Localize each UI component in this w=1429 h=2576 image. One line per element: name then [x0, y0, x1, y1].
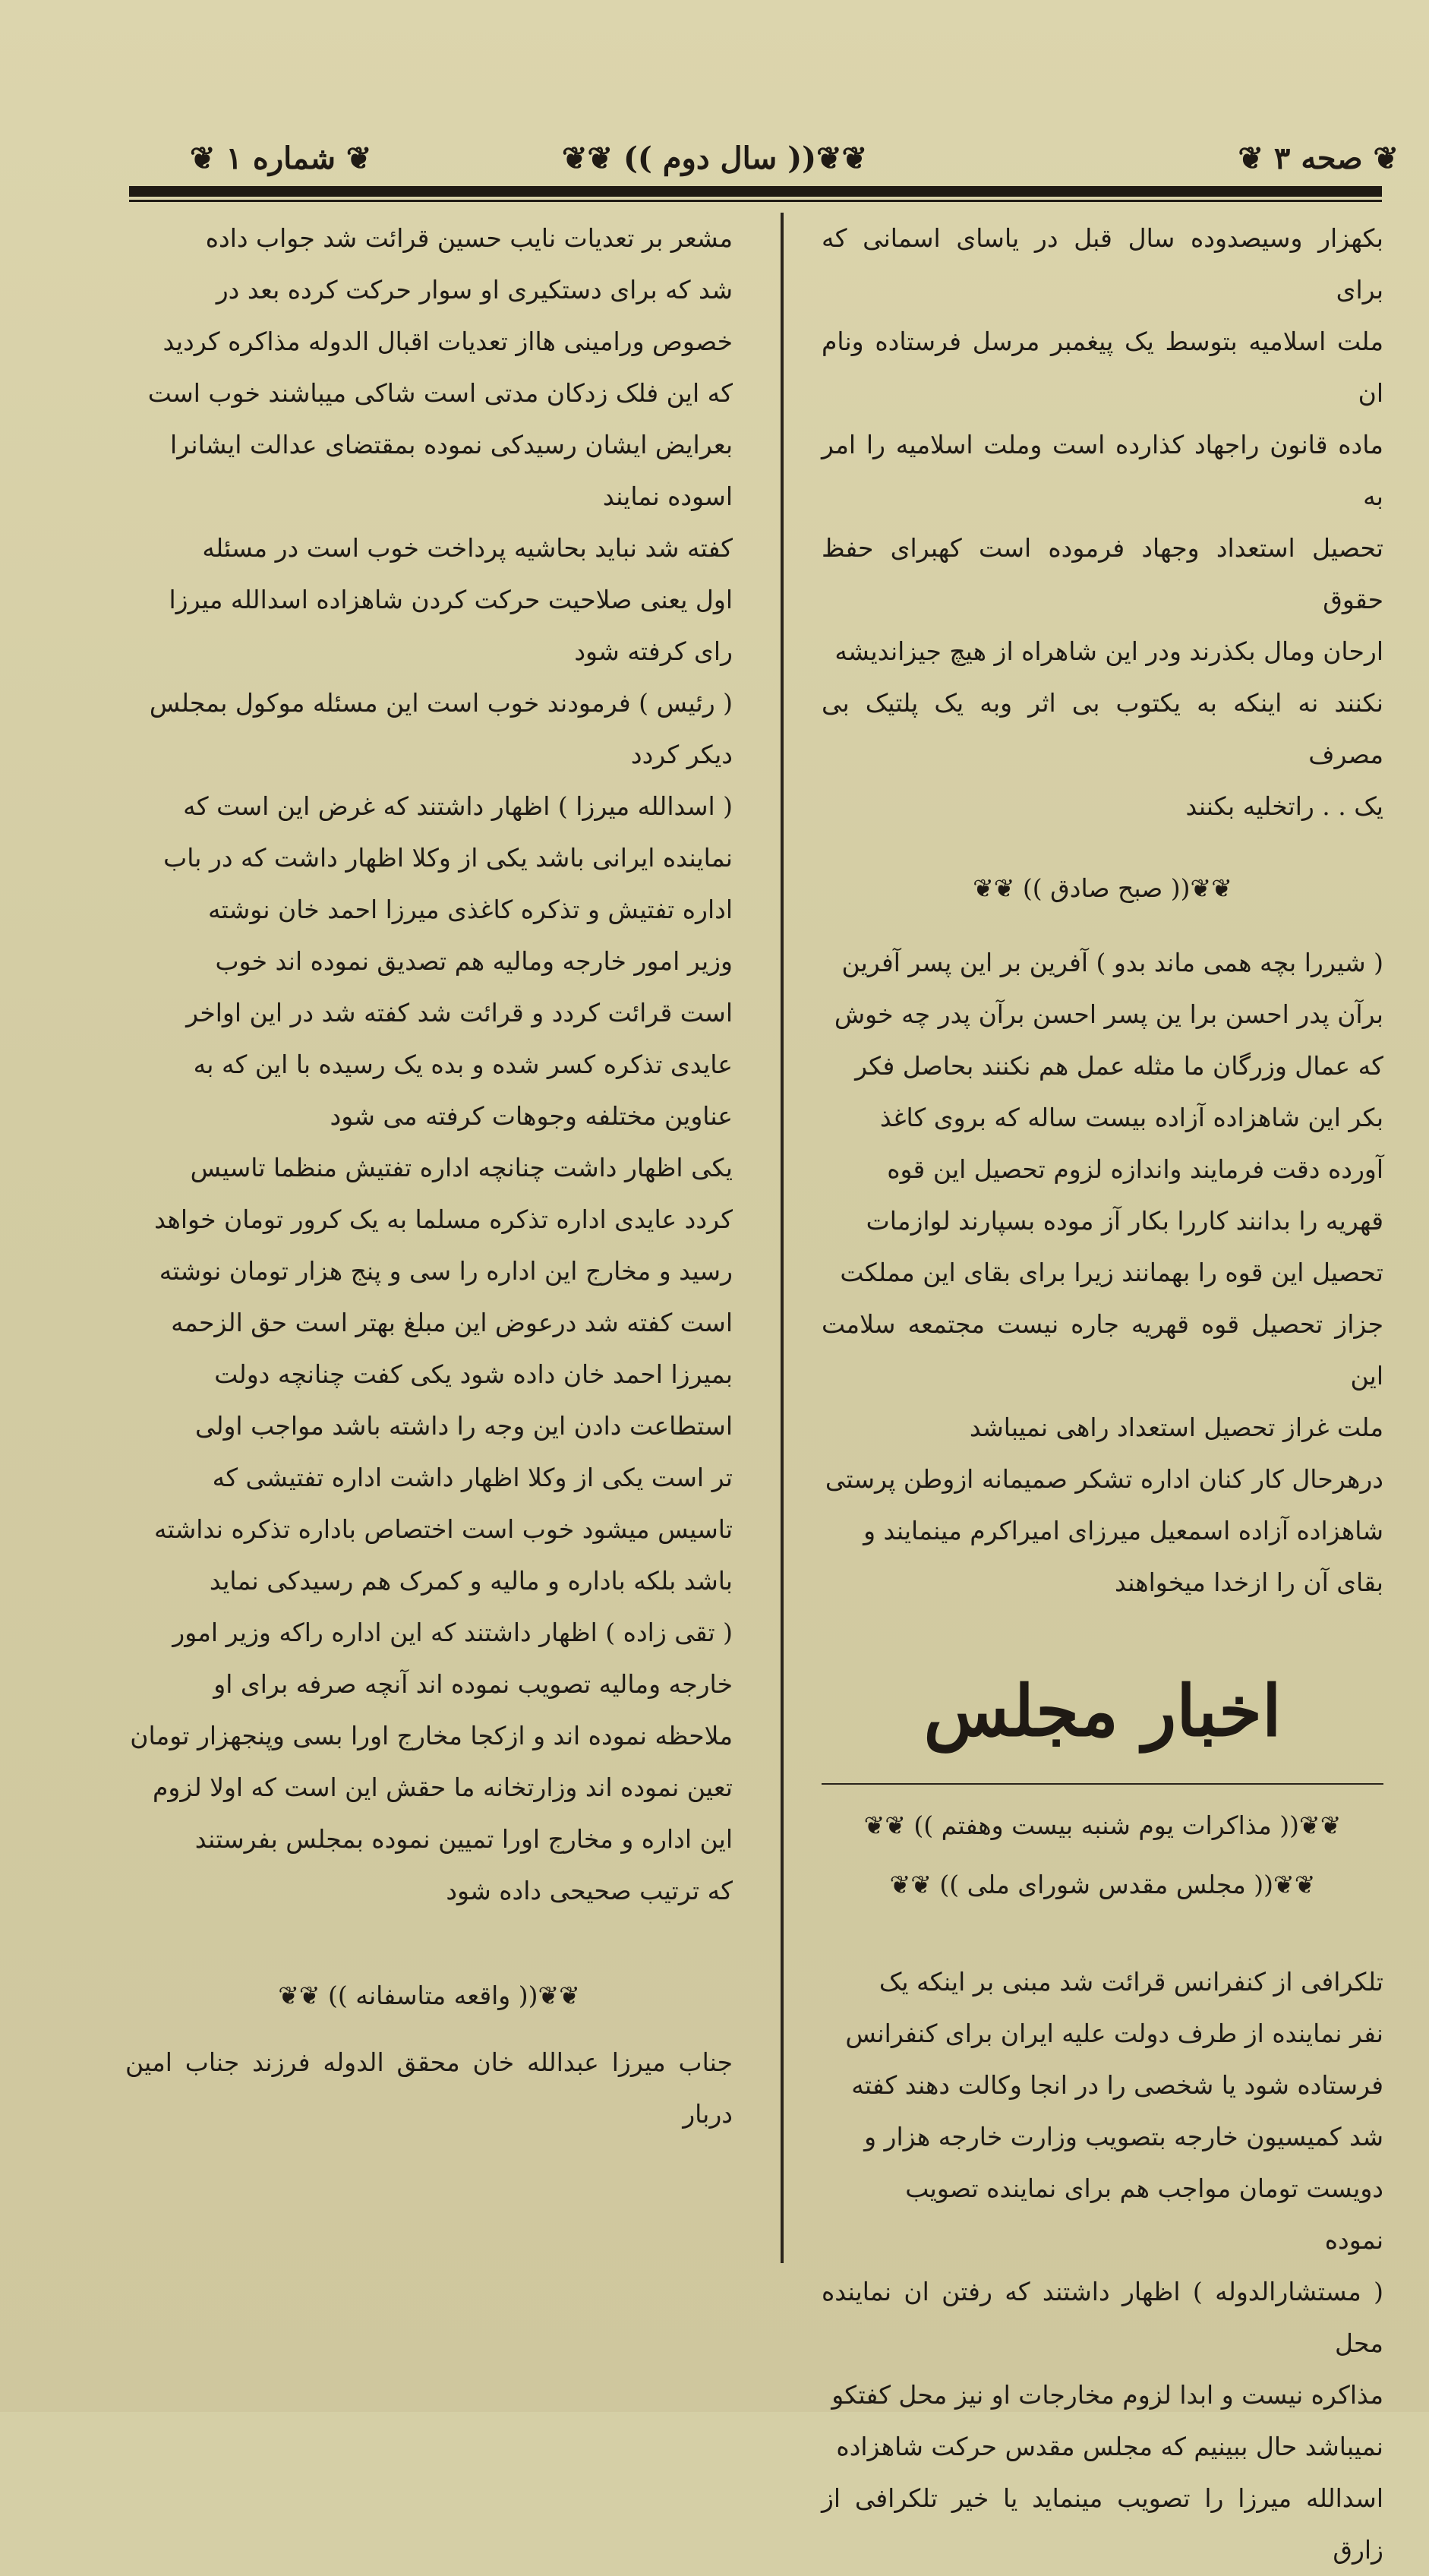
section-title-majlis-news: اخبار مجلس: [923, 1670, 1282, 1752]
body-line: کفته شد نباید بحاشیه پرداخت خوب است در مسئله: [202, 533, 733, 563]
section-heading-event: ❦❦(( واقعه متاسفانه )) ❦❦: [278, 1981, 580, 2010]
majlis-line: شد کمیسیون خارجه بتصویب وزارت خارجه هزار و: [864, 2122, 1383, 2151]
body-line: اداره تفتیش و تذکره کاغذی میرزا احمد خان نوشته: [207, 895, 733, 924]
body-line: که این فلک زدکان مدتی است شاکی میباشند خوب است: [147, 378, 733, 408]
intro-line: نکنند نه اینکه به یکتوب بی اثر وبه یک پلتیک بی مصرف: [822, 688, 1383, 769]
majlis-line: نفر نماینده از طرف دولت علیه ایران برای کنفرانس: [845, 2019, 1383, 2048]
majlis-line: ( مستشارالدوله ) اظهار داشتند که رفتن ان نماینده محل: [822, 2277, 1383, 2358]
section-heading-session: ❦❦(( مذاکرات یوم شنبه بیست وهفتم )) ❦❦: [863, 1810, 1342, 1840]
year-label: ❦❦(( سال دوم )) ❦❦: [562, 140, 868, 176]
sobh-line: ملت غراز تحصیل استعداد راهی نمیباشد: [969, 1413, 1383, 1442]
intro-line: ملت اسلامیه بتوسط یک پیغمبر مرسل فرستاده ونام ان: [822, 327, 1383, 408]
sobh-line: جزاز تحصیل قوه قهریه جاره نیست مجتمعه سلامت این: [822, 1309, 1383, 1391]
body-line: ( اسدالله میرزا ) اظهار داشتند که غرض این است که: [183, 791, 733, 821]
body-line: این اداره و مخارج اورا تمیین نموده بمجلس بفرستند: [194, 1824, 733, 1854]
body-line: است کفته شد درعوض این مبلغ بهتر است حق الزحمه: [171, 1308, 733, 1337]
majlis-line: اسدالله میرزا را تصویب مینماید یا خیر تلکرافی از زارق: [822, 2483, 1383, 2565]
section-heading-majlis: ❦❦(( مجلس مقدس شورای ملی )) ❦❦: [889, 1870, 1316, 1899]
majlis-line: نمیباشد حال ببینیم که مجلس مقدس حرکت شاهزاده: [836, 2432, 1383, 2461]
page-header: [0, 0, 1429, 190]
sobh-line: آورده دقت فرمایند واندازه لزوم تحصیل این قوه: [887, 1154, 1383, 1184]
body-line: رسید و مخارج این اداره را سی و پنج هزار تومان نوشته: [159, 1256, 733, 1286]
sobh-line: ( شیررا بچه همی ماند بدو ) آفرین بر این پسر آفرین: [841, 948, 1383, 977]
body-line: باشد بلکه باداره و مالیه و کمرک هم رسیدکی نماید: [209, 1566, 733, 1596]
majlis-line: تلکرافی از کنفرانس قرائت شد مبنی بر اینکه یک: [879, 1967, 1383, 1997]
body-line: تاسیس میشود خوب است اختصاص باداره تذکره نداشته: [153, 1514, 733, 1544]
body-line: نماینده ایرانی باشد یکی از وکلا اظهار داشت که در باب: [163, 843, 733, 873]
section-heading-sobh: ❦❦(( صبح صادق )) ❦❦: [973, 873, 1232, 903]
page-number: ❦ صحه ۳ ❦: [1238, 140, 1399, 176]
body-line: اول یعنی صلاحیت حرکت کردن شاهزاده اسدالله میرزا: [169, 585, 733, 614]
body-line: بمیرزا احمد خان داده شود یکی کفت چنانچه دولت: [214, 1359, 733, 1389]
title-divider: [822, 1783, 1383, 1785]
majlis-line: فرستاده شود یا شخصی را در انجا وکالت دهند کفته: [851, 2070, 1383, 2100]
body-line: ( تقی زاده ) اظهار داشتند که این اداره راکه وزیر امور: [172, 1618, 733, 1647]
left-column: [125, 213, 733, 2140]
column-divider: [781, 213, 784, 2263]
intro-line: ارحان ومال بکذرند ودر این شاهراه از هیچ جیزاندیشه: [834, 636, 1383, 666]
body-line: عناوین مختلفه وجوهات کرفته می شود: [330, 1101, 733, 1131]
sobh-line: بکر این شاهزاده آزاده بیست ساله که بروی کاغذ: [879, 1103, 1383, 1132]
body-line: رای کرفته شود: [574, 636, 733, 666]
body-line: مشعر بر تعدیات نایب حسین قرائت شد جواب داده: [205, 223, 733, 253]
body-line: تر است یکی از وکلا اظهار داشت اداره تفتیشی که: [212, 1463, 733, 1492]
body-line: وزیر امور خارجه ومالیه هم تصدیق نموده اند خوب: [215, 946, 733, 976]
issue-number: ❦ شماره ۱ ❦: [190, 140, 372, 176]
body-line: اسوده نمایند: [602, 481, 733, 511]
body-line: دیکر کردد: [630, 740, 733, 769]
intro-line: ماده قانون راجهاد کذارده است وملت اسلامیه را امر به: [822, 430, 1383, 511]
majlis-line: مذاکره نیست و ابدا لزوم مخارجات او نیز محل کفتکو: [831, 2380, 1383, 2410]
sobh-line: بقای آن را ازخدا میخواهند: [1114, 1567, 1383, 1597]
intro-line: یک . . راتخلیه بکنند: [1185, 791, 1383, 821]
body-line: کردد عایدی اداره تذکره مسلما به یک کرور تومان خواهد: [154, 1204, 733, 1234]
sobh-line: برآن پدر احسن برا ین پسر احسن برآن پدر چه خوش: [834, 999, 1383, 1029]
body-line: ملاحظه نموده اند و ازکجا مخارج اورا بسی وپنجهزار تومان: [130, 1721, 733, 1750]
body-line: خارجه ومالیه تصویب نموده اند آنچه صرفه برای او: [213, 1669, 733, 1699]
body-line: شد که برای دستکیری او سوار حرکت کرده بعد در: [216, 275, 733, 305]
sobh-line: درهرحال کار کنان اداره تشکر صمیمانه ازوطن پرستی: [825, 1464, 1383, 1494]
body-line: یکی اظهار داشت چنانچه اداره تفتیش منظما تاسیس: [190, 1153, 733, 1182]
majlis-line: دویست تومان مواجب هم برای نماینده تصویب: [905, 2174, 1383, 2203]
body-line: عایدی تذکره کسر شده و بده یک رسیده با این که به: [193, 1050, 733, 1079]
intro-line: تحصیل استعداد وجهاد فرموده است کهبرای حفظ حقوق: [822, 533, 1383, 614]
majlis-line: نموده: [1324, 2225, 1383, 2255]
body-line: تعین نموده اند وزارتخانه ما حقش این است که اولا لزوم: [153, 1773, 733, 1802]
sobh-line: تحصیل این قوه را بهمانند زیرا برای بقای این مملکت: [840, 1258, 1383, 1287]
right-column: [822, 213, 1383, 2576]
body-line: ( رئیس ) فرمودند خوب است این مسئله موکول بمجلس: [149, 688, 733, 718]
event-line: جناب میرزا عبدالله خان محقق الدوله فرزند جناب امین دربار: [125, 2047, 733, 2129]
body-line: خصوص ورامینی هااز تعدیات اقبال الدوله مذاکره کردید: [162, 327, 733, 356]
sobh-line: قهریه را بدانند کاررا بکار آز موده بسپارند لوازمات: [866, 1206, 1383, 1236]
sobh-line: شاهزاده آزاده اسمعیل میرزای امیراکرم مینمایند و: [863, 1516, 1383, 1545]
header-rule-thin: [129, 200, 1382, 202]
body-line: که ترتیب صحیحی داده شود: [446, 1876, 733, 1905]
sobh-line: که عمال وزرگان ما مثله عمل هم نکنند بحاصل فکر: [855, 1051, 1383, 1081]
body-line: استطاعت دادن این وجه را داشته باشد مواجب اولی: [194, 1411, 733, 1441]
body-line: است قرائت کردد و قرائت شد کفته شد در این اواخر: [186, 998, 733, 1028]
body-line: بعرایض ایشان رسیدکی نموده بمقتضای عدالت ایشانرا: [170, 430, 733, 459]
intro-line: بکهزار وسیصدوده سال قبل در یاسای اسمانی که برای: [822, 223, 1383, 305]
header-rule: [129, 186, 1382, 197]
